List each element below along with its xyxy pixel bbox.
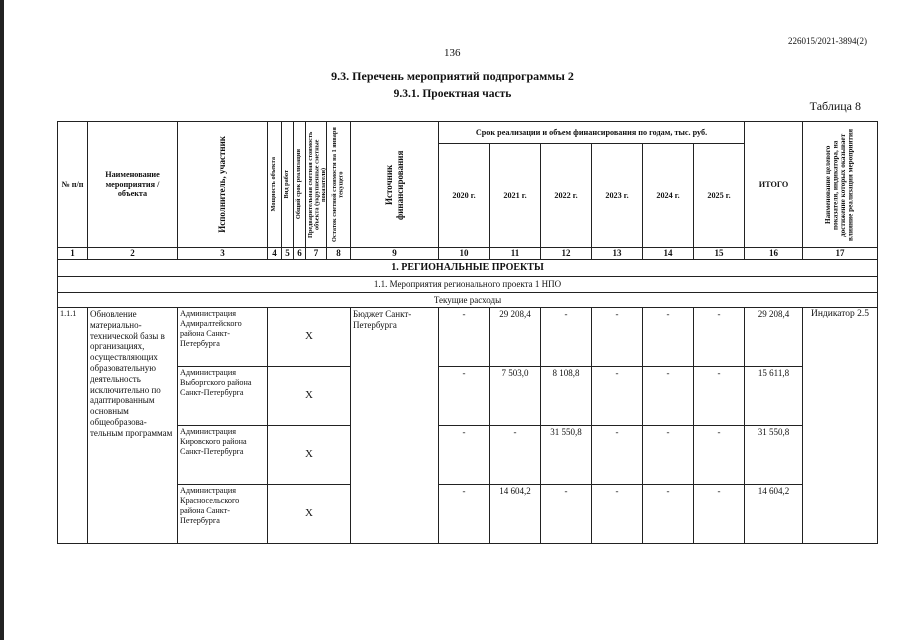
value-cell: - [694,426,745,485]
document-number: 226015/2021-3894(2) [788,36,867,46]
value-cell: 14 604,2 [490,485,541,544]
current-expenses-row: Текущие расходы [58,293,878,308]
col-number: 8 [327,248,351,260]
header-year: 2022 г. [541,144,592,248]
header-power: Мощность объекта [268,122,282,248]
financing-source: Бюджет Санкт-Петербурга [351,308,439,544]
value-cell: - [490,426,541,485]
executor-cell: Администрация Кировского района Санкт-Петербурга [178,426,268,485]
value-cell: - [694,308,745,367]
indicator-cell: Индикатор 2.5 [803,308,878,544]
col-number: 10 [439,248,490,260]
x-mark: X [268,426,351,485]
table-row [58,485,878,544]
col-number: 15 [694,248,745,260]
value-cell: - [592,485,643,544]
value-cell: 31 550,8 [541,426,592,485]
page-number: 136 [444,47,461,59]
value-cell: 29 208,4 [490,308,541,367]
value-cell: - [439,308,490,367]
header-year: 2024 г. [643,144,694,248]
col-number: 3 [178,248,268,260]
col-number: 14 [643,248,694,260]
header-total: ИТОГО [745,122,803,248]
x-mark: X [268,485,351,544]
value-cell: - [643,426,694,485]
executor-cell: Администрация Красносельского района Санкт-Петербурга [178,485,268,544]
table-label: Таблица 8 [809,99,861,113]
header-work-type: Вид работ [282,122,294,248]
total-cell: 29 208,4 [745,308,803,367]
value-cell: - [541,308,592,367]
value-cell: - [592,367,643,426]
header-num: № п/п [58,122,88,248]
col-number: 6 [294,248,306,260]
value-cell: - [694,367,745,426]
section-subheading: 9.3.1. Проектная часть [393,88,512,100]
col-number: 17 [803,248,878,260]
item-name: Обновление материально-технической базы в организациях, осуществляющих образовательную деятельность исключительно по адаптированным основным общеобразова-тельным программам [88,308,178,544]
executor-cell: Администрация Выборгского района Санкт-Петербурга [178,367,268,426]
col-number: 9 [351,248,439,260]
value-cell: - [541,485,592,544]
value-cell: - [643,485,694,544]
col-number: 16 [745,248,803,260]
col-number: 1 [58,248,88,260]
header-year: 2025 г. [694,144,745,248]
total-cell: 14 604,2 [745,485,803,544]
value-cell: - [592,426,643,485]
col-number: 5 [282,248,294,260]
header-year: 2020 г. [439,144,490,248]
header-estimated-cost: Предварительная сметная стоимость объекта (укрупненные сметные показатели) [306,122,327,248]
col-number: 12 [541,248,592,260]
header-name: Наименование мероприятия / объекта [88,122,178,248]
table-row [58,308,878,367]
col-number: 13 [592,248,643,260]
table-row [58,426,878,485]
value-cell: 8 108,8 [541,367,592,426]
value-cell: - [439,485,490,544]
header-remaining-cost: Остаток сметной стоимости на 1 января текущего [327,122,351,248]
header-period-group: Срок реализации и объем финансирования по годам, тыс. руб. [439,122,745,144]
col-number: 11 [490,248,541,260]
total-cell: 15 611,8 [745,367,803,426]
col-number: 7 [306,248,327,260]
header-year: 2021 г. [490,144,541,248]
x-mark: X [268,308,351,367]
measures-table [57,121,878,544]
section-row: 1. РЕГИОНАЛЬНЫЕ ПРОЕКТЫ [58,260,878,277]
col-number: 2 [88,248,178,260]
executor-cell: Администрация Адмиралтейского района Санкт-Петербурга [178,308,268,367]
value-cell: - [694,485,745,544]
col-number: 4 [268,248,282,260]
column-number-row [58,248,878,260]
header-total-period: Общий срок реализации [294,122,306,248]
value-cell: - [643,367,694,426]
header-year: 2023 г. [592,144,643,248]
total-cell: 31 550,8 [745,426,803,485]
value-cell: - [643,308,694,367]
header-indicator: Наименование целевого показателя, индикатора, на достижение которых оказывает влияние реализация мероприятия [803,122,878,248]
value-cell: - [439,426,490,485]
value-cell: - [592,308,643,367]
value-cell: - [439,367,490,426]
section-heading: 9.3. Перечень мероприятий подпрограммы 2 [331,69,574,83]
header-executor: Исполнитель, участник [178,122,268,248]
header-source: Источник финансирования [351,122,439,248]
item-number: 1.1.1 [58,308,88,544]
value-cell: 7 503,0 [490,367,541,426]
x-mark: X [268,367,351,426]
subsection-row: 1.1. Мероприятия регионального проекта 1 НПО [58,277,878,293]
table-row [58,367,878,426]
